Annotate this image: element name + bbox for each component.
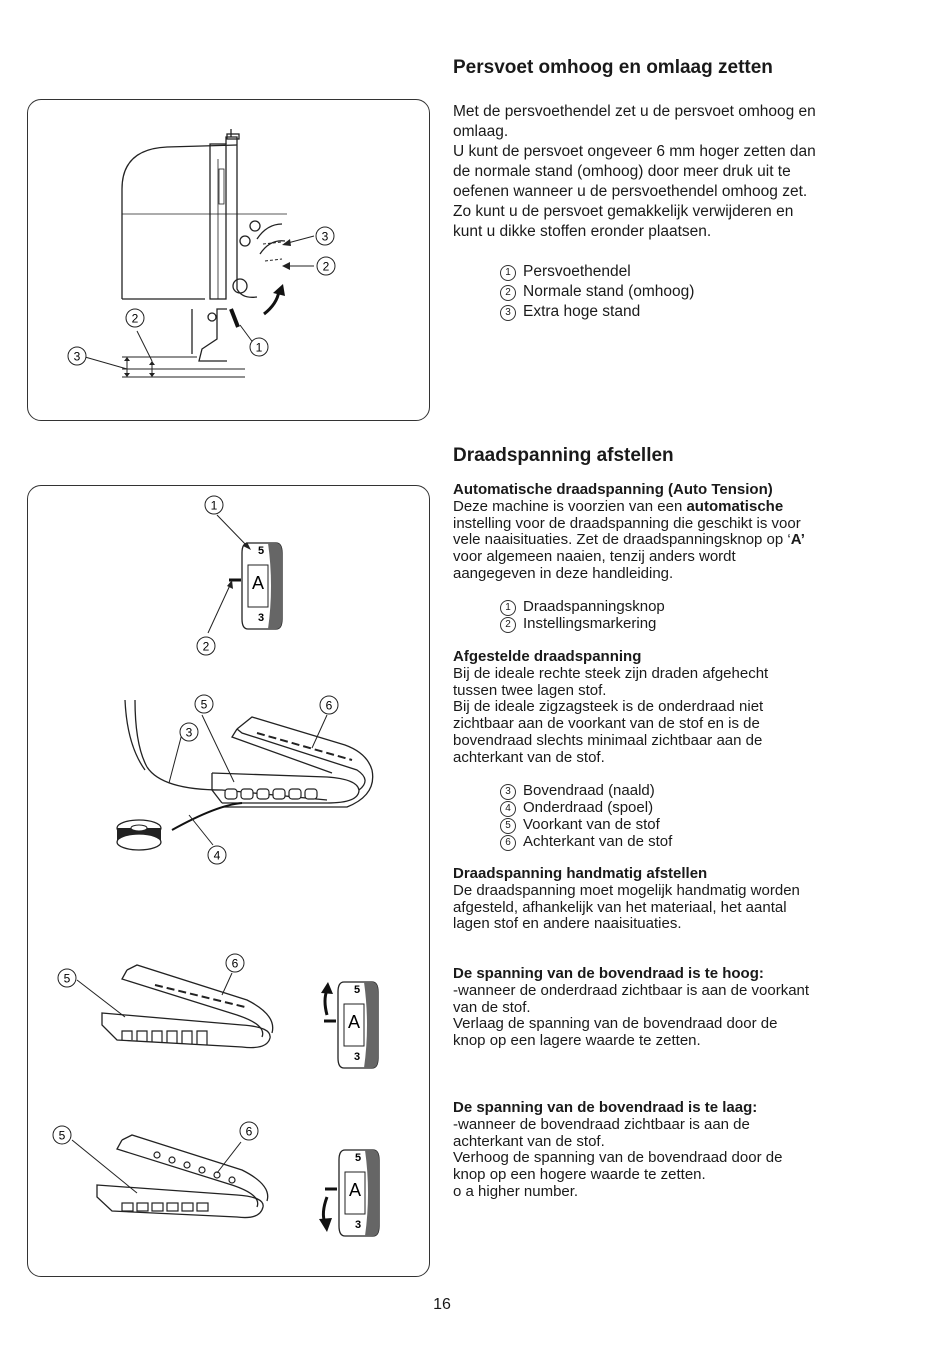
svg-text:6: 6	[325, 698, 333, 713]
auto-tension-block	[453, 482, 873, 583]
text-line: van de stof.	[453, 998, 531, 1016]
text-line: knop op een hogere waarde te zetten.	[453, 1166, 706, 1184]
svg-text:3: 3	[185, 725, 193, 740]
svg-text:3: 3	[321, 229, 329, 244]
dial-label-a-high: A	[347, 1012, 361, 1032]
text-line: oefenen wanneer u de persvoethendel omhoog zet.	[453, 183, 808, 200]
callout-2-lower	[126, 309, 144, 327]
arrow-up-icon	[325, 990, 327, 1015]
presser-foot-paragraph	[453, 102, 873, 242]
legend-item: 4 Onderdraad (spoel)	[500, 800, 672, 817]
dial-label-5-low: 5	[354, 1152, 362, 1164]
legend-item: 5 Voorkant van de stof	[500, 817, 672, 834]
text-line: De draadspanning moet mogelijk handmatig worden	[453, 881, 800, 899]
svg-text:2: 2	[131, 311, 139, 326]
legend-item: 1 Persvoethendel	[500, 262, 694, 282]
text-line: Bij de ideale rechte steek zijn draden afgehecht	[453, 664, 769, 682]
subheading-adjusted-tension: Afgestelde draadspanning	[453, 648, 642, 665]
text-line: -wanneer de onderdraad zichtbaar is aan de voorkant	[453, 981, 810, 999]
legend-item: 3 Bovendraad (naald)	[500, 783, 672, 800]
text-line: -wanneer de bovendraad zichtbaar is aan de	[453, 1115, 750, 1133]
tension-too-high-block	[453, 966, 873, 1050]
callout-6-low	[240, 1122, 258, 1140]
svg-text:5: 5	[63, 971, 71, 986]
text-line: lagen stof en andere naaisituaties.	[453, 915, 682, 933]
text-line: achterkant van de stof.	[453, 748, 605, 766]
text-line: Deze machine is voorzien van een automatische	[453, 497, 784, 515]
legend-item: 2 Instellingsmarkering	[500, 616, 665, 633]
svg-text:1: 1	[210, 498, 218, 513]
callout-2-upper	[317, 257, 335, 275]
text-line: zichtbaar aan de voorkant van de stof en is de	[453, 715, 760, 733]
dial-label-3-low: 3	[354, 1219, 362, 1231]
text-line: vele naaisituaties. Zet de draadspanningsknop op ‘A’	[453, 531, 805, 549]
callout-4	[208, 846, 226, 864]
callout-3-lower	[68, 347, 86, 365]
tension-too-low-block	[453, 1100, 873, 1201]
text-line: aangegeven in deze handleiding.	[453, 564, 674, 582]
dial-label-a: A	[251, 573, 265, 593]
dial-label-3: 3	[257, 612, 265, 624]
text-line: voor algemeen naaien, tenzij anders wordt	[453, 548, 736, 566]
svg-text:2: 2	[322, 259, 330, 274]
subheading-auto-tension: Automatische draadspanning (Auto Tension)	[453, 481, 773, 498]
svg-text:3: 3	[73, 349, 81, 364]
text-line: Verhoog de spanning van de bovendraad door de	[453, 1149, 783, 1167]
dial-label-5-high: 5	[353, 984, 361, 996]
svg-text:5: 5	[58, 1128, 66, 1143]
text-line: Verlaag de spanning van de bovendraad door de	[453, 1015, 778, 1033]
callout-6	[320, 696, 338, 714]
callout-5-low	[53, 1126, 71, 1144]
text-line: afgesteld, afhankelijk van het materiaal, het aantal	[453, 898, 787, 916]
legend-item: 1 Draadspanningsknop	[500, 599, 665, 616]
svg-text:6: 6	[245, 1124, 253, 1139]
text-line: kunt u dikke stoffen eronder plaatsen.	[453, 223, 712, 240]
section-title-thread-tension: Draadspanning afstellen	[453, 445, 674, 466]
subheading-manual-tension: Draadspanning handmatig afstellen	[453, 865, 708, 882]
text-line: o a higher number.	[453, 1182, 579, 1200]
svg-text:6: 6	[231, 956, 239, 971]
svg-text:1: 1	[255, 340, 263, 355]
text-line: U kunt de persvoet ongeveer 6 mm hoger zetten dan	[453, 143, 816, 160]
thread-tension-illustration	[27, 485, 429, 1277]
text-line: Bij de ideale zigzagsteek is de onderdraad niet	[453, 698, 764, 716]
callout-1	[250, 338, 268, 356]
callout-3	[180, 723, 198, 741]
presser-foot-legend	[500, 262, 694, 322]
text-line: de normale stand (omhoog) door meer druk uit te	[453, 163, 791, 180]
section-title-presser-foot: Persvoet omhoog en omlaag zetten	[453, 57, 773, 78]
manual-tension-block	[453, 866, 873, 933]
text-line: Met de persvoethendel zet u de persvoet omhoog en	[453, 103, 816, 120]
presser-foot-illustration	[27, 99, 429, 421]
svg-text:2: 2	[202, 639, 210, 654]
text-line: bovendraad slechts minimaal zichtbaar aan de	[453, 731, 763, 749]
legend-item: 3 Extra hoge stand	[500, 302, 694, 322]
callout-6-high	[226, 954, 244, 972]
tension-legend-1	[500, 599, 665, 633]
legend-item: 2 Normale stand (omhoog)	[500, 282, 694, 302]
svg-text:5: 5	[200, 697, 208, 712]
svg-text:4: 4	[213, 848, 221, 863]
text-line: knop op een lagere waarde te zetten.	[453, 1032, 701, 1050]
subheading-too-high: De spanning van de bovendraad is te hoog:	[453, 965, 764, 982]
callout-5	[195, 695, 213, 713]
tension-legend-2	[500, 783, 672, 851]
callout-5-high	[58, 969, 76, 987]
legend-item: 6 Achterkant van de stof	[500, 834, 672, 851]
page-number: 16	[433, 1296, 451, 1313]
text-line: Zo kunt u de persvoet gemakkelijk verwijderen en	[453, 203, 794, 220]
dial-label-3-high: 3	[353, 1051, 361, 1063]
subheading-too-low: De spanning van de bovendraad is te laag:	[453, 1099, 758, 1116]
adjusted-tension-block	[453, 649, 873, 767]
text-line: instelling voor de draadspanning die geschikt is voor	[453, 514, 801, 532]
callout-3-upper	[316, 227, 334, 245]
dial-label-a-low: A	[348, 1180, 362, 1200]
dial-label-5: 5	[257, 545, 265, 557]
callout-2	[197, 637, 215, 655]
callout-1	[205, 496, 223, 514]
text-line: achterkant van de stof.	[453, 1132, 605, 1150]
text-line: omlaag.	[453, 123, 509, 140]
text-line: tussen twee lagen stof.	[453, 681, 607, 699]
